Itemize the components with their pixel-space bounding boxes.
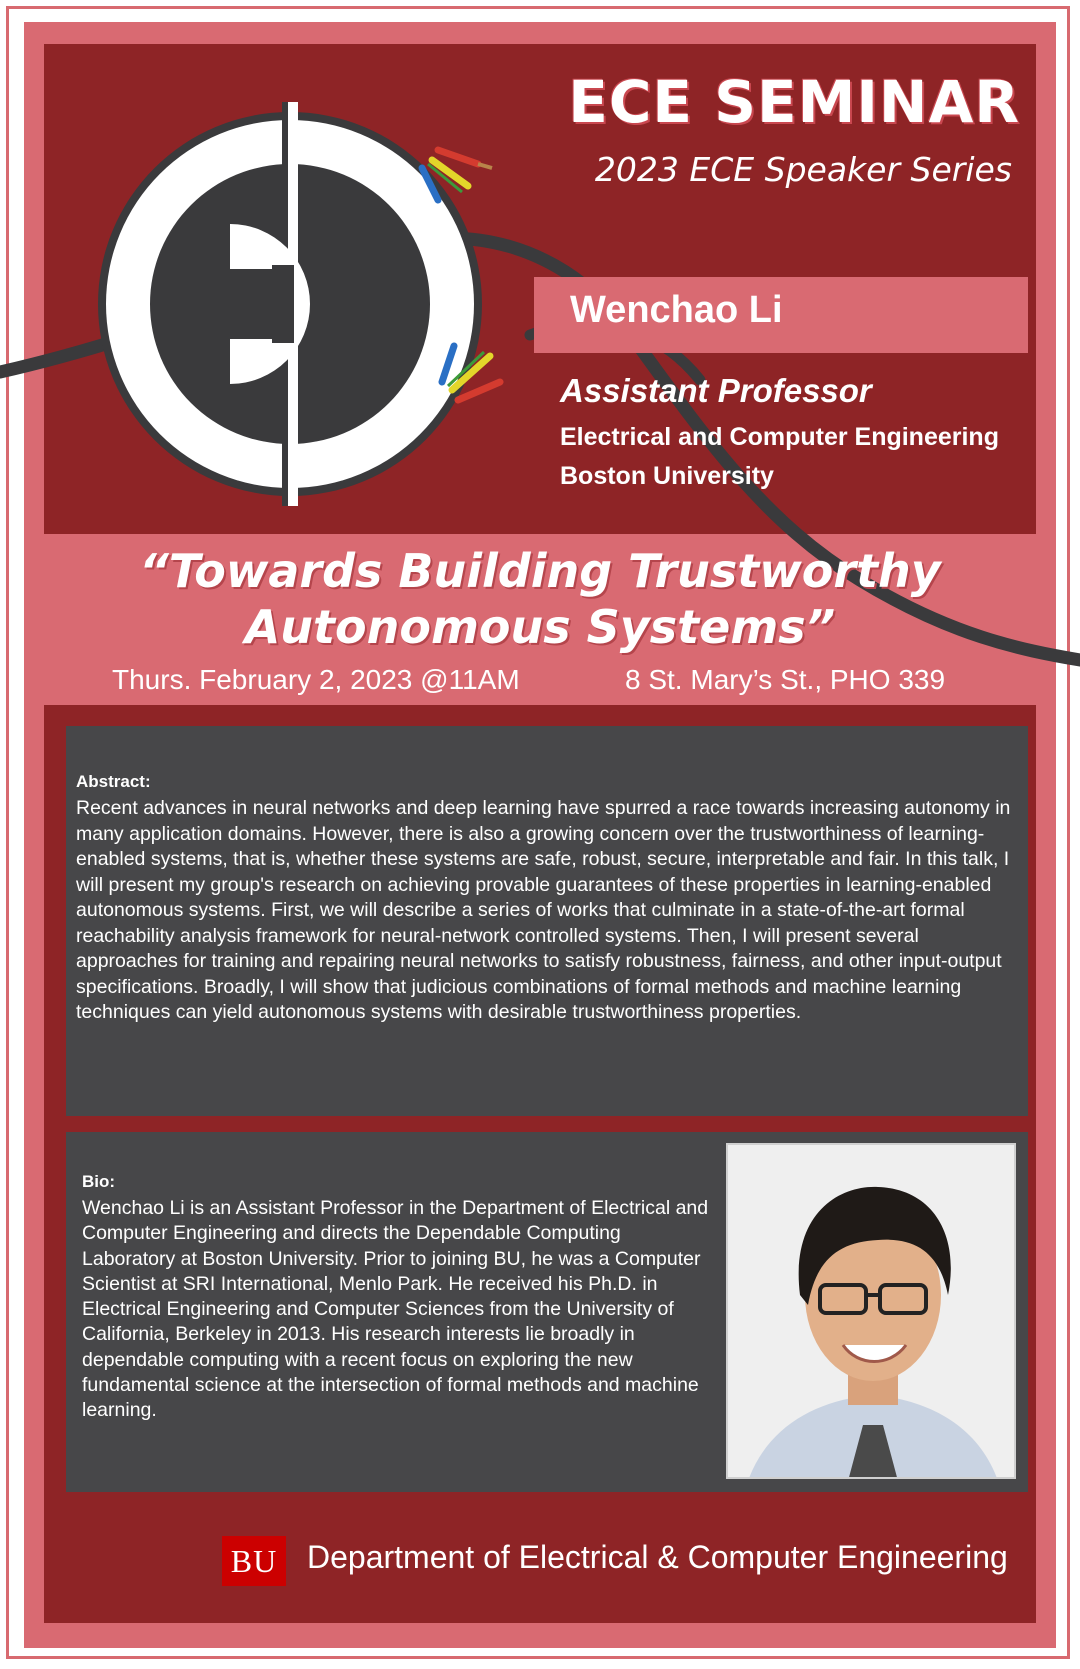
footer-department: Department of Electrical & Computer Engineering (307, 1539, 1008, 1575)
bu-logo: BU (222, 1536, 286, 1586)
abstract-panel (66, 726, 1028, 1116)
speaker-name: Wenchao Li (570, 289, 783, 331)
talk-title (44, 543, 1036, 655)
speaker-photo (726, 1143, 1016, 1479)
talk-location: 8 St. Mary’s St., PHO 339 (625, 664, 946, 695)
speaker-role: Assistant Professor (560, 372, 872, 409)
speaker-department: Electrical and Computer Engineering (560, 423, 999, 451)
speaker-portrait (728, 1145, 1016, 1479)
speaker-university: Boston University (560, 462, 774, 490)
talk-datetime: Thurs. February 2, 2023 @11AM (112, 664, 520, 695)
speaker-series: 2023 ECE Speaker Series (594, 150, 1012, 189)
ece-logo-icon (60, 90, 530, 530)
talk-title-line2: Autonomous Systems” (244, 600, 836, 654)
talk-title-line1: “Towards Building Trustworthy (139, 544, 941, 598)
bio-label: Bio: (82, 1172, 116, 1191)
seminar-title: ECE SEMINAR (568, 68, 1020, 136)
bio-text: Wenchao Li is an Assistant Professor in the Department of Electrical and Computer Engineering and directs the Dependable Computing Laboratory at Boston University. Prior to joining BU, he was a Computer Scientist at SRI International, Menlo Park. He received his Ph.D. in Electrical Engineering and Computer Sciences from the University of California, Berkeley in 2013. His research interests lie broadly in dependable computing with a recent focus on exploring the new fundamental science at the intersection of formal methods and machine learning. (82, 1197, 709, 1422)
abstract-text: Recent advances in neural networks and deep learning have spurred a race towards increasing autonomy in many application domains. However, there is also a growing concern over the trustworthiness of learning-enabled systems, that is, whether these systems are safe, robust, secure, interpretable and fair. In this talk, I will present my group's research on achieving provable guarantees of these properties in learning-enabled autonomous systems. First, we will describe a series of works that culminate in a state-of-the-art formal reachability analysis framework for neural-network controlled systems. Then, I will present several approaches for training and repairing neural networks to satisfy robustness, fairness, and other input-output specifications. Broadly, I will show that judicious combinations of formal methods and machine learning techniques can yield autonomous systems with desirable trustworthiness properties. (76, 797, 1011, 1023)
abstract-label: Abstract: (76, 772, 151, 791)
